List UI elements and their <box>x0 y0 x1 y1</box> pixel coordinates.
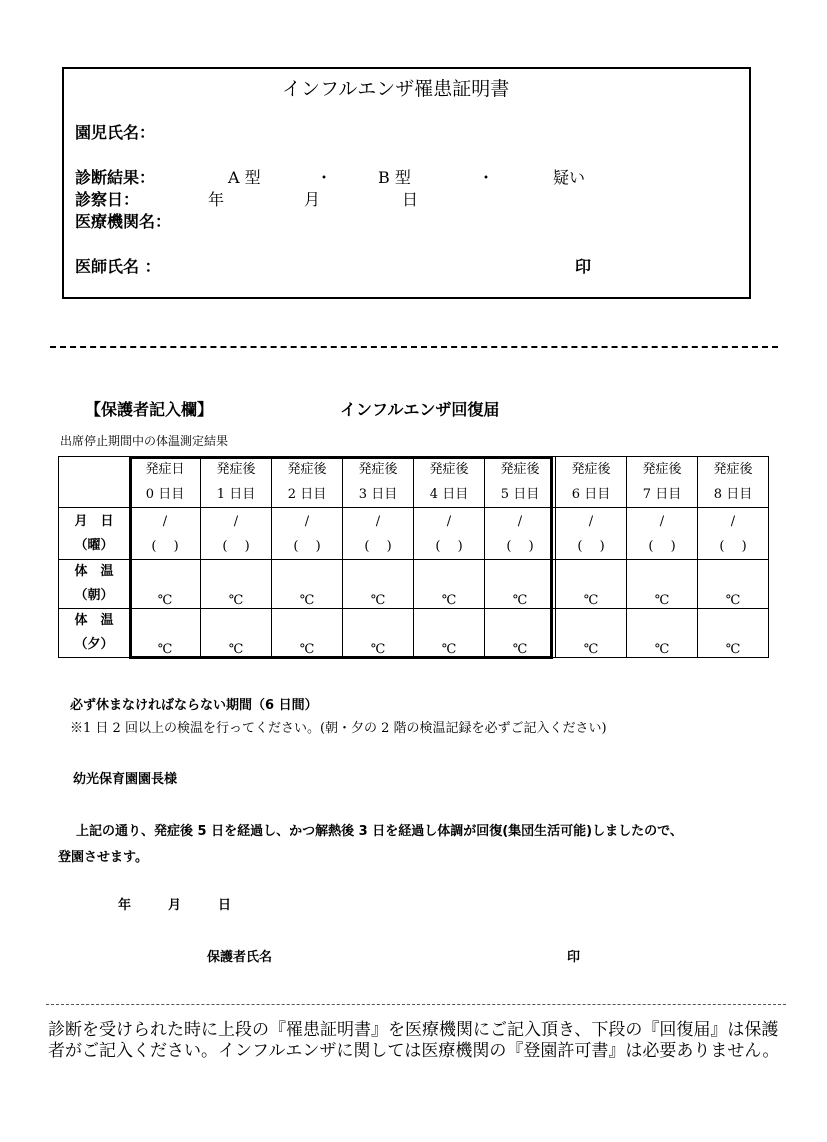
institution-label: 医療機関名： <box>75 212 172 231</box>
temperature-cell: ℃ <box>698 609 769 658</box>
morning-temperature-row <box>59 560 769 609</box>
statement-line-1: 上記の通り、発症後 5 日を経過し、かつ解熱後 3 日を経過し体調が回復(集団生活可能)しましたので、 <box>76 824 683 839</box>
diagnosis-option-a: A 型 <box>228 168 261 187</box>
temperature-note: ※1 日 2 回以上の検温を行ってください。(朝・夕の 2 階の検温記録を必ずご記入ください) <box>70 721 607 736</box>
temperature-cell: ℃ <box>556 560 627 609</box>
date-cell: / ( ) <box>698 508 769 560</box>
cut-line <box>50 346 778 348</box>
doctor-seal-mark: 印 <box>575 257 592 276</box>
guardian-name-label: 保護者氏名 <box>207 950 273 965</box>
submit-year-label: 年 <box>118 898 132 913</box>
temperature-cell: ℃ <box>201 609 272 658</box>
temperature-cell: ℃ <box>627 560 698 609</box>
evening-row-label: 体 温 （夕） <box>59 609 130 658</box>
exam-date-label: 診察日： <box>75 190 140 209</box>
diagnosis-option-b: B 型 <box>378 168 411 187</box>
evening-temperature-row <box>59 609 769 658</box>
date-cell: / ( ) <box>414 508 485 560</box>
temperature-cell: ℃ <box>414 560 485 609</box>
rest-period-text: 必ず休まなければならない期間（6 日間） <box>70 698 318 713</box>
day-column-header: 発症後 7 日目 <box>627 457 698 508</box>
exam-year-label: 年 <box>208 190 225 209</box>
temperature-cell: ℃ <box>556 609 627 658</box>
temperature-cell: ℃ <box>485 609 556 658</box>
temperature-cell: ℃ <box>130 609 201 658</box>
temperature-cell: ℃ <box>343 609 414 658</box>
guardian-seal-mark: 印 <box>567 950 581 965</box>
footer-divider <box>46 1004 786 1005</box>
guardian-section-label: 【保護者記入欄】 <box>85 400 214 419</box>
addressee: 幼光保育園園長様 <box>73 772 178 787</box>
temperature-cell: ℃ <box>272 609 343 658</box>
footer-note: 診断を受けられた時に上段の『罹患証明書』を医療機関にご記入頂き、下段の『回復届』は保護者がご記入ください。インフルエンザに関しては医療機関の『登園許可書』は必要ありません。 <box>48 1020 780 1061</box>
temperature-table <box>58 456 769 658</box>
diagnosis-separator: ・ <box>478 168 495 187</box>
temperature-cell: ℃ <box>698 560 769 609</box>
date-cell: / ( ) <box>556 508 627 560</box>
recovery-title: インフルエンザ回復届 <box>340 400 500 419</box>
day-column-header: 発症後 3 日目 <box>343 457 414 508</box>
temperature-cell: ℃ <box>272 560 343 609</box>
date-row <box>59 508 769 560</box>
temperature-cell: ℃ <box>485 560 556 609</box>
date-cell: / ( ) <box>343 508 414 560</box>
certificate-title: インフルエンザ罹患証明書 <box>282 78 510 100</box>
date-cell: / ( ) <box>485 508 556 560</box>
day-column-header: 発症後 1 日目 <box>201 457 272 508</box>
submit-day-label: 日 <box>218 898 232 913</box>
temperature-cell: ℃ <box>414 609 485 658</box>
table-corner-cell <box>59 457 130 508</box>
diagnosis-separator: ・ <box>316 168 333 187</box>
date-cell: / ( ) <box>130 508 201 560</box>
table-caption: 出席停止期間中の体温測定結果 <box>60 434 229 448</box>
day-column-header: 発症後 5 日目 <box>485 457 556 508</box>
temperature-cell: ℃ <box>201 560 272 609</box>
day-column-header: 発症後 4 日目 <box>414 457 485 508</box>
morning-row-label: 体 温 （朝） <box>59 560 130 609</box>
diagnosis-option-suspected: 疑い <box>553 168 586 187</box>
date-row-label: 月 日 （曜） <box>59 508 130 560</box>
day-column-header: 発症後 2 日目 <box>272 457 343 508</box>
child-name-label: 園児氏名： <box>75 123 156 142</box>
day-column-header: 発症後 8 日目 <box>698 457 769 508</box>
table-header-row <box>59 457 769 508</box>
diagnosis-label: 診断結果： <box>75 168 156 187</box>
submit-month-label: 月 <box>168 898 182 913</box>
exam-day-label: 日 <box>402 190 419 209</box>
doctor-name-label: 医師氏名 ： <box>75 257 161 276</box>
day-column-header: 発症後 6 日目 <box>556 457 627 508</box>
statement-line-2: 登園させます。 <box>58 850 148 865</box>
temperature-cell: ℃ <box>627 609 698 658</box>
temperature-cell: ℃ <box>130 560 201 609</box>
date-cell: / ( ) <box>201 508 272 560</box>
date-cell: / ( ) <box>272 508 343 560</box>
temperature-cell: ℃ <box>343 560 414 609</box>
day-column-header: 発症日 0 日目 <box>130 457 201 508</box>
exam-month-label: 月 <box>304 190 321 209</box>
date-cell: / ( ) <box>627 508 698 560</box>
